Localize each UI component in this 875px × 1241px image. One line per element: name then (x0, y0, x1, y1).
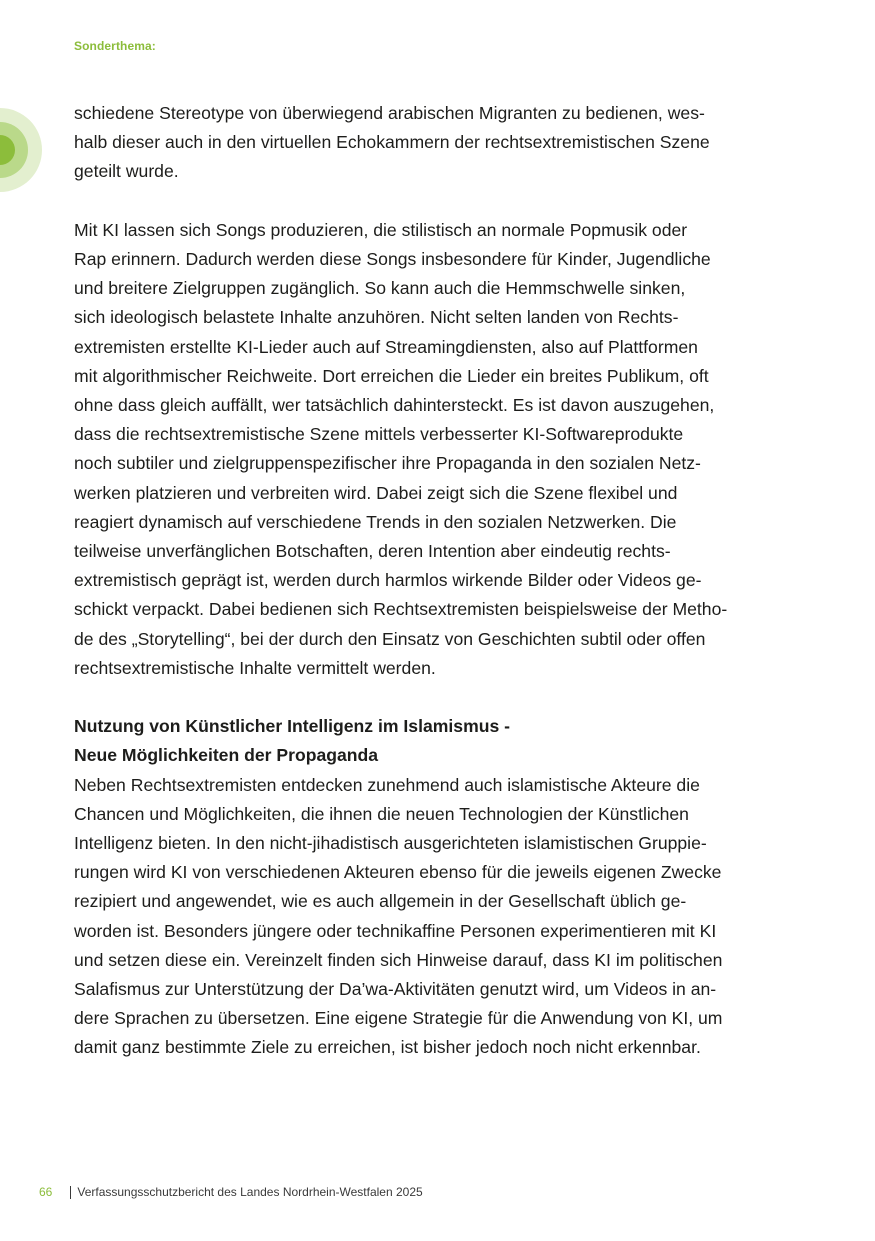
text-line: schiedene Stereotype von überwiegend arabischen Migranten zu bedienen, wes- (74, 103, 705, 123)
text-line: dass die rechtsextremistische Szene mittels verbesserter KI-Softwareprodukte (74, 424, 684, 445)
text-line: noch subtiler und zielgruppenspezifischer ihre Propaganda in den sozialen Netz- (74, 453, 701, 474)
text-line: mit algorithmischer Reichweite. Dort erreichen die Lieder ein breites Publikum, oft (74, 365, 709, 386)
text-line: extremistisch geprägt ist, werden durch harmlos wirkende Bilder oder Videos ge- (74, 570, 702, 591)
text-line: und setzen diese ein. Vereinzelt finden sich Hinweise darauf, dass KI im politischen (74, 949, 723, 970)
text-line: Intelligenz bieten. In den nicht-jihadistisch ausgerichteten islamistischen Gruppie- (74, 833, 707, 854)
text-line: und breitere Zielgruppen zugänglich. So kann auch die Hemmschwelle sinken, (74, 278, 686, 299)
footer-divider (70, 1186, 71, 1199)
text-line: rezipiert und angewendet, wie es auch allgemein in der Gesellschaft üblich ge- (74, 891, 687, 912)
text-line: halb dieser auch in den virtuellen Echokammern der rechtsextremistischen Szene (74, 132, 710, 153)
text-line: Rap erinnern. Dadurch werden diese Songs insbesondere für Kinder, Jugendliche (74, 249, 711, 269)
main-text (74, 99, 809, 1063)
paragraph-ki-songs (74, 216, 809, 683)
text-line: reagiert dynamisch auf verschiedene Trends in den sozialen Netzwerken. Die (74, 511, 677, 532)
text-line: Chancen und Möglichkeiten, die ihnen die neuen Technologien der Künstlichen (74, 803, 689, 824)
page-footer (39, 1185, 423, 1199)
text-line: damit ganz bestimmte Ziele zu erreichen, ist bisher jedoch noch nicht erkennbar. (74, 1037, 701, 1058)
text-line: werken platzieren und verbreiten wird. Dabei zeigt sich die Szene flexibel und (74, 482, 678, 503)
heading-line: Nutzung von Künstlicher Intelligenz im Islamismus - (74, 716, 510, 737)
text-line: rechtsextremistische Inhalte vermittelt werden. (74, 657, 436, 678)
text-line: de des „Storytelling“, bei der durch den Einsatz von Geschichten subtil oder offen (74, 628, 706, 649)
text-line: geteilt wurde. (74, 161, 179, 182)
text-line: schickt verpackt. Dabei bedienen sich Rechtsextremisten beispielsweise der Metho- (74, 599, 728, 620)
text-line: extremisten erstellte KI-Lieder auch auf Streamingdiensten, also auf Plattformen (74, 336, 698, 357)
text-line: Mit KI lassen sich Songs produzieren, die stilistisch an normale Popmusik oder (74, 219, 688, 240)
text-line: dere Sprachen zu übersetzen. Eine eigene Strategie für die Anwendung von KI, um (74, 1008, 723, 1029)
text-line: teilweise unverfänglichen Botschaften, deren Intention aber eindeutig rechts- (74, 541, 671, 562)
text-line: rungen wird KI von verschiedenen Akteuren ebenso für die jeweils eigenen Zwecke (74, 862, 722, 883)
paragraph-islamismus (74, 771, 809, 1063)
publication-title: Verfassungsschutzbericht des Landes Nordrhein-Westfalen 2025 (77, 1185, 423, 1199)
text-line: Neben Rechtsextremisten entdecken zunehmend auch islamistische Akteure die (74, 774, 700, 795)
text-line: ohne dass gleich auffällt, wer tatsächlich dahintersteckt. Es ist davon auszugehen, (74, 395, 715, 416)
text-line: worden ist. Besonders jüngere oder technikaffine Personen experimentieren mit KI (74, 920, 717, 941)
section-marker-icon (0, 108, 42, 192)
text-line: sich ideologisch belastete Inhalte anzuhören. Nicht selten landen von Rechts- (74, 307, 679, 328)
paragraph-continued (74, 99, 809, 187)
section-heading (74, 712, 809, 770)
text-line: Salafismus zur Unterstützung der Da’wa-Aktivitäten genutzt wird, um Videos in an- (74, 979, 717, 1000)
section-label: Sonderthema: (74, 39, 156, 53)
heading-line: Neue Möglichkeiten der Propaganda (74, 745, 379, 766)
page-number: 66 (39, 1185, 53, 1199)
